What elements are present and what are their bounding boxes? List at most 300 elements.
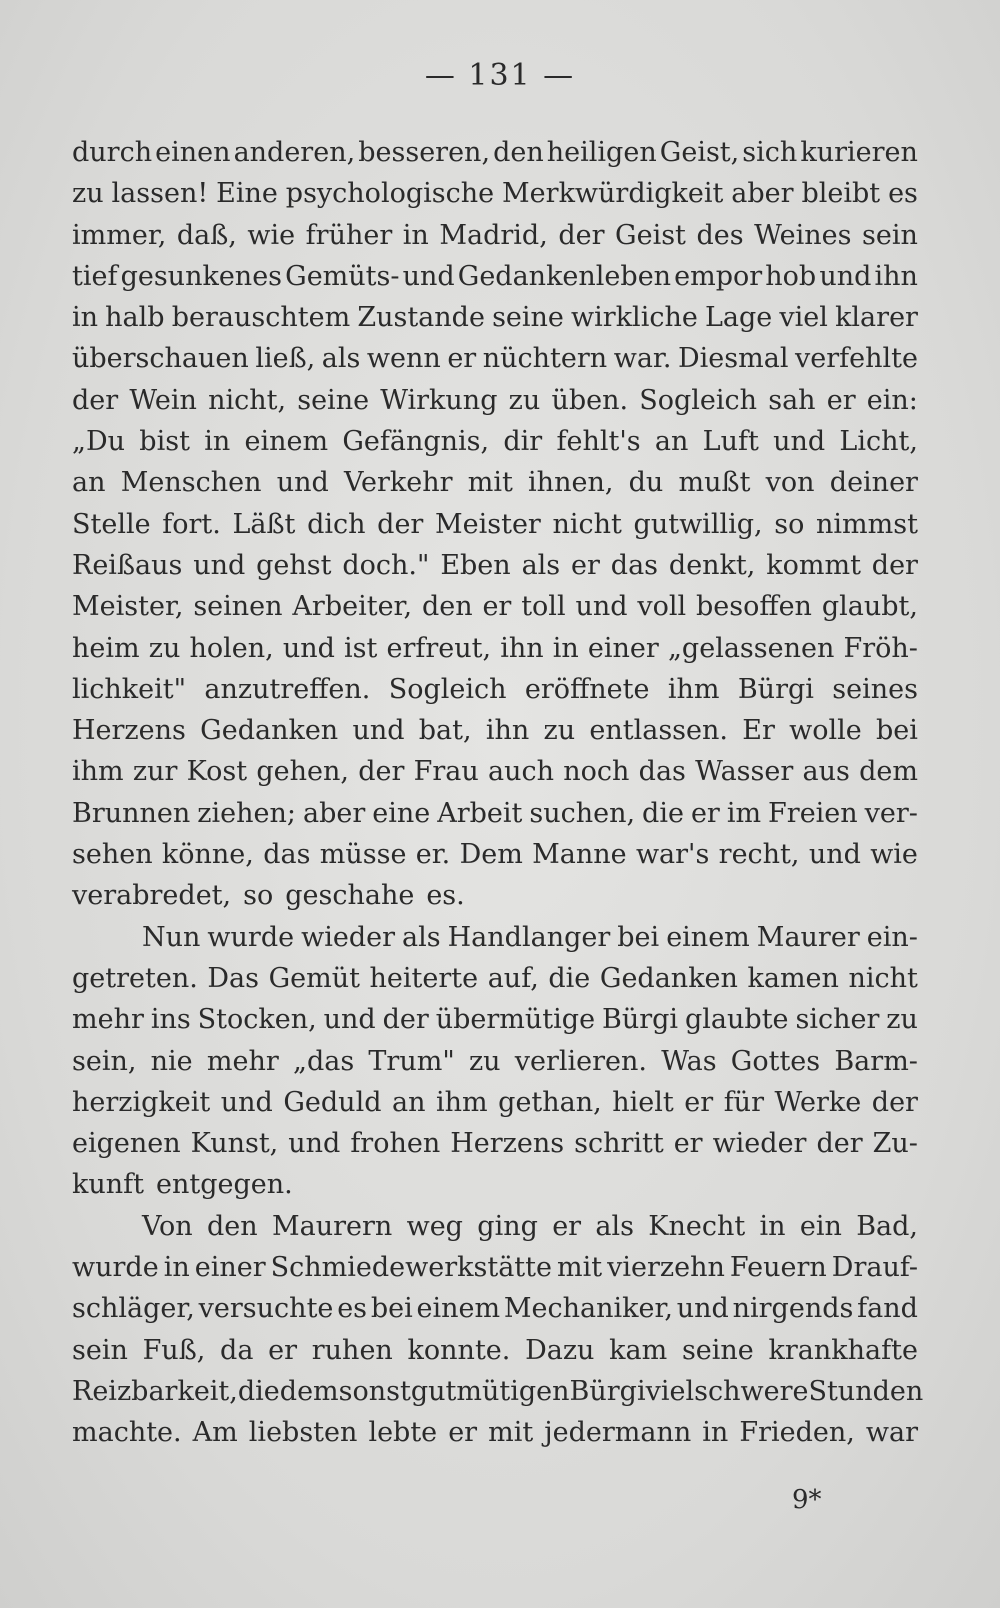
word: und xyxy=(575,591,628,623)
text-line xyxy=(72,380,918,421)
text-line xyxy=(72,628,918,669)
word: lebte xyxy=(368,1417,438,1449)
word: erfreut, xyxy=(386,632,492,664)
word: ins xyxy=(150,1004,191,1036)
word: als xyxy=(321,343,361,375)
word: Luft xyxy=(702,426,759,458)
word: besoffen xyxy=(696,591,812,623)
word: Nun xyxy=(142,921,201,953)
word: war xyxy=(865,1417,918,1449)
word: der xyxy=(72,384,119,416)
word: wurde xyxy=(72,1252,159,1284)
word: zu xyxy=(543,715,576,747)
word: er xyxy=(690,797,720,829)
word: nimmst xyxy=(816,508,918,540)
word: getreten. xyxy=(72,962,198,994)
word: die xyxy=(642,797,684,829)
word: seinen xyxy=(193,591,283,623)
text-line xyxy=(72,338,918,379)
word: „Du xyxy=(72,426,126,458)
word: zur xyxy=(132,756,178,788)
word: früher xyxy=(305,219,393,251)
word: und xyxy=(220,1086,273,1118)
word: durch xyxy=(72,137,153,168)
word: Freien xyxy=(768,797,858,829)
word: Wirkung xyxy=(380,384,498,416)
word: schwere xyxy=(694,1375,809,1407)
word: Maurer xyxy=(756,921,860,953)
word: wolle xyxy=(789,715,862,747)
word: Kunst, xyxy=(190,1128,279,1160)
word: versuchte xyxy=(198,1293,334,1325)
word: suchen, xyxy=(529,797,636,829)
word: Gedanken xyxy=(200,715,339,747)
word: Feuern xyxy=(729,1252,827,1284)
word: weg xyxy=(406,1210,463,1242)
word: verabredet, xyxy=(72,880,232,912)
word: ziehen; xyxy=(197,797,296,829)
word: Merkwürdigkeit xyxy=(502,178,724,210)
word: bei xyxy=(876,715,918,747)
word: Gedanken xyxy=(599,962,738,994)
word: und xyxy=(819,260,872,292)
word: fort. xyxy=(162,508,221,540)
text-line xyxy=(72,958,918,999)
word: Herzens xyxy=(72,715,186,747)
word: gutmütigen xyxy=(410,1375,570,1407)
word: von xyxy=(765,467,815,499)
word: ihn xyxy=(874,260,918,292)
word: Gefängnis, xyxy=(342,426,490,458)
word: recht, xyxy=(718,839,800,871)
word: „gelassenen xyxy=(667,632,835,664)
word: an xyxy=(392,1086,426,1118)
word: nirgends xyxy=(732,1293,854,1325)
word: kamen xyxy=(747,962,839,994)
word: und xyxy=(808,839,861,871)
word: Geist, xyxy=(659,137,740,168)
word: nicht xyxy=(552,508,622,540)
word: wie xyxy=(247,219,296,251)
word: kam xyxy=(609,1334,668,1366)
word: Bürgi xyxy=(569,1375,646,1407)
word: in xyxy=(552,632,579,664)
word: geschahe xyxy=(285,880,415,912)
word: als xyxy=(521,549,561,581)
word: lichkeit" xyxy=(72,673,187,705)
text-line xyxy=(72,173,918,214)
text-line xyxy=(72,297,918,338)
word: er xyxy=(571,549,600,581)
word: tief xyxy=(72,260,118,292)
word: überschauen xyxy=(72,343,249,375)
word: Weines xyxy=(754,219,852,251)
word: heiterte xyxy=(369,962,479,994)
word: Von xyxy=(142,1210,193,1242)
word: Gedankenleben xyxy=(457,260,672,292)
word: und xyxy=(276,467,329,499)
word: ihm xyxy=(667,673,720,705)
text-line xyxy=(72,1371,924,1412)
word: verfehlte xyxy=(795,343,918,375)
word: entgegen. xyxy=(155,1169,293,1201)
word: seine xyxy=(492,302,564,334)
word: Drauf- xyxy=(831,1252,918,1284)
word: nie xyxy=(150,1045,193,1077)
word: war's xyxy=(635,839,710,871)
word: Stocken, xyxy=(197,1004,317,1036)
word: er xyxy=(552,1210,582,1242)
word: krankhafte xyxy=(768,1334,918,1366)
word: konnte. xyxy=(407,1334,511,1366)
word: wieder xyxy=(301,921,396,953)
word: aber xyxy=(302,797,366,829)
text-line xyxy=(72,1082,918,1123)
word: die xyxy=(548,962,591,994)
text-line xyxy=(72,504,918,545)
word: kurieren xyxy=(800,137,918,168)
word: mußt xyxy=(678,467,751,499)
word: ging xyxy=(477,1210,538,1242)
word: der xyxy=(382,1004,429,1036)
word: bist xyxy=(139,426,190,458)
word: Gemüts- xyxy=(285,260,400,292)
word: Stunden xyxy=(808,1375,924,1407)
word: ließ, xyxy=(255,343,316,375)
word: den xyxy=(206,1210,258,1242)
word: einer xyxy=(194,1252,266,1284)
word: er xyxy=(684,1086,714,1118)
word: Am xyxy=(192,1417,238,1449)
word: mehr xyxy=(72,1004,144,1036)
word: du xyxy=(628,467,664,499)
text-line xyxy=(72,1123,918,1164)
word: gutwillig, xyxy=(633,508,763,540)
word: lassen! xyxy=(111,178,209,210)
text-line xyxy=(72,1041,918,1082)
word: vierzehn xyxy=(607,1252,725,1284)
word: das xyxy=(610,549,659,581)
word: besseren, xyxy=(358,137,491,168)
word: voll xyxy=(637,591,687,623)
text-line xyxy=(72,586,918,627)
word: Meister, xyxy=(72,591,184,623)
text-line xyxy=(72,256,918,297)
text-line xyxy=(72,999,918,1040)
word: in xyxy=(72,302,99,334)
word: Licht, xyxy=(839,426,918,458)
word: Lage xyxy=(704,302,773,334)
word: herzigkeit xyxy=(72,1086,211,1118)
word: Zu- xyxy=(872,1128,918,1160)
word: in xyxy=(702,1417,729,1449)
word: und xyxy=(282,632,335,664)
word: der xyxy=(871,1086,918,1118)
word: eröffnete xyxy=(524,673,650,705)
word: mehr xyxy=(206,1045,279,1077)
word: dem xyxy=(859,756,918,788)
word: nüchtern xyxy=(482,343,608,375)
word: an xyxy=(72,467,106,499)
body-text xyxy=(72,132,924,1454)
word: mit xyxy=(467,467,513,499)
word: und xyxy=(676,1293,729,1325)
word: immer, xyxy=(72,219,167,251)
word: eine xyxy=(372,797,431,829)
word: als xyxy=(595,1210,634,1242)
word: und xyxy=(323,1004,376,1036)
word: holen, xyxy=(189,632,274,664)
word: ihm xyxy=(436,1086,488,1118)
word: Menschen xyxy=(120,467,262,499)
word: und xyxy=(193,549,246,581)
word: wie xyxy=(870,839,918,871)
word: und xyxy=(352,715,405,747)
word: seine xyxy=(297,384,370,416)
word: kommt xyxy=(766,549,861,581)
word: sonst xyxy=(338,1375,411,1407)
word: einem xyxy=(666,921,750,953)
word: frohen xyxy=(350,1128,441,1160)
word: zu xyxy=(468,1045,501,1077)
text-line xyxy=(72,1206,918,1247)
text-line xyxy=(72,875,918,916)
word: mit xyxy=(488,1417,534,1449)
word: Madrid, xyxy=(439,219,548,251)
word: ihm xyxy=(72,756,124,788)
word: sein xyxy=(862,219,918,251)
word: sicher xyxy=(795,1004,880,1036)
word: heiligen xyxy=(546,137,657,168)
word: die xyxy=(237,1375,280,1407)
word: bat, xyxy=(418,715,472,747)
word: sein xyxy=(72,1334,128,1366)
word: Gottes xyxy=(730,1045,821,1077)
word: er xyxy=(447,343,477,375)
word: aus xyxy=(802,756,850,788)
word: in xyxy=(163,1252,190,1284)
word: Knecht xyxy=(648,1210,746,1242)
word: Bürgi xyxy=(737,673,814,705)
word: der xyxy=(558,219,605,251)
text-line xyxy=(72,215,918,256)
word: so xyxy=(243,880,274,912)
word: ihn xyxy=(500,632,544,664)
word: aber xyxy=(731,178,794,210)
word: das xyxy=(263,839,311,871)
word: Wasser xyxy=(695,756,794,788)
word: einem xyxy=(244,426,329,458)
word: Herzens xyxy=(450,1128,565,1160)
word: wieder xyxy=(712,1128,807,1160)
signature-mark: 9* xyxy=(792,1485,822,1515)
word: zu xyxy=(72,178,104,210)
word: bei xyxy=(370,1293,413,1325)
word: eigenen xyxy=(72,1128,181,1160)
word: deiner xyxy=(829,467,918,499)
word: noch xyxy=(563,756,630,788)
word: Werke xyxy=(774,1086,862,1118)
word: bei xyxy=(617,921,660,953)
text-line xyxy=(72,1164,918,1205)
word: ihn xyxy=(485,715,530,747)
word: nicht, xyxy=(208,384,287,416)
text-line xyxy=(72,421,918,462)
word: Arbeiter, xyxy=(292,591,413,623)
word: Eben xyxy=(440,549,511,581)
word: und xyxy=(402,260,455,292)
word: und xyxy=(288,1128,341,1160)
word: an xyxy=(654,426,689,458)
word: Was xyxy=(661,1045,717,1077)
word: dir xyxy=(503,426,543,458)
word: Geist xyxy=(615,219,686,251)
word: er xyxy=(268,1334,298,1366)
word: einen xyxy=(155,137,231,168)
word: war. xyxy=(613,343,672,375)
word: Verkehr xyxy=(343,467,453,499)
word: auf, xyxy=(487,962,539,994)
word: gethan, xyxy=(498,1086,602,1118)
word: verlieren. xyxy=(514,1045,648,1077)
word: es xyxy=(337,1293,368,1325)
word: Gemüt xyxy=(268,962,360,994)
word: Wein xyxy=(129,384,197,416)
word: entlassen. xyxy=(589,715,728,747)
word: anzutreffen. xyxy=(204,673,371,705)
word: dem xyxy=(279,1375,339,1407)
word: halb xyxy=(105,302,165,334)
word: klarer xyxy=(835,302,918,334)
word: des xyxy=(696,219,744,251)
word: wirkliche xyxy=(571,302,698,334)
word: sah xyxy=(768,384,816,416)
word: Dazu xyxy=(525,1334,595,1366)
word: Bad, xyxy=(856,1210,918,1242)
word: üben. xyxy=(551,384,629,416)
word: jedermann xyxy=(544,1417,692,1449)
word: schritt xyxy=(574,1128,664,1160)
word: glaubte xyxy=(685,1004,789,1036)
word: denkt, xyxy=(668,549,756,581)
word: sein, xyxy=(72,1045,137,1077)
word: so xyxy=(774,508,805,540)
word: seine xyxy=(681,1334,754,1366)
word: mit xyxy=(556,1252,603,1284)
word: da xyxy=(220,1334,254,1366)
word: gehst xyxy=(256,549,332,581)
word: Kost xyxy=(186,756,248,788)
word: in xyxy=(759,1210,786,1242)
word: seines xyxy=(832,673,918,705)
word: machte. xyxy=(72,1417,182,1449)
word: toll xyxy=(521,591,566,623)
word: schläger, xyxy=(72,1293,195,1325)
word: Fröh- xyxy=(843,632,918,664)
word: Handlanger xyxy=(447,921,611,953)
word: Sogleich xyxy=(639,384,758,416)
word: Manne xyxy=(532,839,627,871)
word: Er xyxy=(742,715,775,747)
text-line xyxy=(72,1288,918,1329)
word: Arbeit xyxy=(437,797,523,829)
word: der xyxy=(358,756,405,788)
word: Mechaniker, xyxy=(503,1293,673,1325)
word: könne, xyxy=(161,839,254,871)
word: zu xyxy=(148,632,181,664)
word: der xyxy=(871,549,918,581)
word: er xyxy=(826,384,856,416)
word: Schmiedewerkstätte xyxy=(270,1252,552,1284)
text-line xyxy=(72,1247,918,1288)
word: bleibt xyxy=(801,178,881,210)
word: Das xyxy=(207,962,259,994)
word: wurde xyxy=(207,921,295,953)
word: fehlt's xyxy=(556,426,641,458)
text-line xyxy=(72,751,918,792)
text-line xyxy=(72,917,918,958)
word: hielt xyxy=(612,1086,674,1118)
word: es. xyxy=(426,880,465,912)
word: Reißaus xyxy=(72,549,183,581)
text-line xyxy=(72,710,918,751)
word: als xyxy=(402,921,441,953)
word: ist xyxy=(344,632,378,664)
word: ruhen xyxy=(311,1334,393,1366)
word: Geduld xyxy=(283,1086,382,1118)
word: berauschtem xyxy=(171,302,351,334)
word: Zustande xyxy=(357,302,485,334)
word: Barm- xyxy=(834,1045,918,1077)
word: das xyxy=(638,756,686,788)
word: in xyxy=(402,219,429,251)
word: dich xyxy=(307,508,366,540)
word: „das xyxy=(292,1045,355,1077)
word: ein xyxy=(799,1210,842,1242)
word: doch." xyxy=(342,549,430,581)
word: ver- xyxy=(864,797,918,829)
word: liebsten xyxy=(248,1417,358,1449)
word: Reizbarkeit, xyxy=(72,1375,238,1407)
word: Sogleich xyxy=(388,673,507,705)
word: sich xyxy=(742,137,798,168)
word: es xyxy=(888,178,918,210)
word: und xyxy=(773,426,826,458)
word: gesunkenes xyxy=(120,260,283,292)
word: Stelle xyxy=(72,508,151,540)
word: der xyxy=(816,1128,863,1160)
word: er xyxy=(673,1128,703,1160)
page-number: — 131 — xyxy=(424,58,576,93)
text-line xyxy=(72,462,918,503)
word: der xyxy=(377,508,424,540)
word: viel xyxy=(779,302,828,334)
word: auch xyxy=(488,756,555,788)
word: sehen xyxy=(72,839,153,871)
word: viel xyxy=(645,1375,695,1407)
word: im xyxy=(726,797,762,829)
word: Fuß, xyxy=(142,1334,206,1366)
text-line xyxy=(72,1412,918,1453)
word: übermütige xyxy=(435,1004,596,1036)
word: anderen, xyxy=(233,137,356,168)
word: ihnen, xyxy=(528,467,614,499)
word: Frau xyxy=(413,756,479,788)
word: hob xyxy=(765,260,817,292)
word: gehen, xyxy=(256,756,349,788)
word: in xyxy=(204,426,231,458)
word: kunft xyxy=(72,1169,144,1201)
